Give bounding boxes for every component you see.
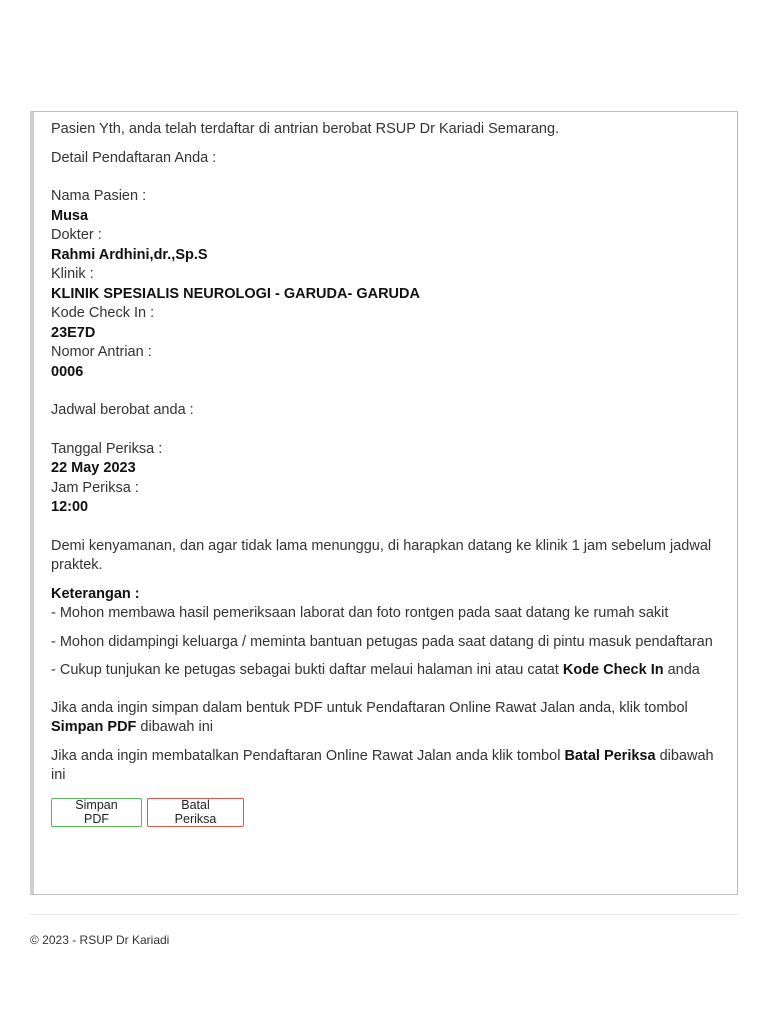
keterangan-item-3-suffix: anda [663, 662, 700, 678]
patient-name-value: Musa [51, 207, 89, 224]
patient-name-label: Nama Pasien : [51, 188, 147, 204]
pdf-info-bold: Simpan PDF [51, 719, 137, 735]
cancel-exam-button[interactable]: Batal Periksa [147, 798, 244, 827]
arrival-note: Demi kenyamanan, dan agar tidak lama menunggu, di harapkan datang ke klinik 1 jam sebelum jadwal praktek. [51, 537, 712, 573]
checkin-code-label: Kode Check In : [51, 305, 155, 321]
clinic-label: Klinik : [51, 266, 94, 282]
cancel-info-suffix: dibawah ini [51, 747, 714, 783]
exam-date-label: Tanggal Periksa : [51, 440, 163, 457]
queue-number-label: Nomor Antrian : [51, 344, 152, 360]
clinic-value: KLINIK SPESIALIS NEUROLOGI - GARUDA- GARUDA [51, 285, 420, 302]
keterangan-item-3-bold: Kode Check In [562, 662, 664, 678]
cancel-info [51, 747, 731, 786]
registration-content [51, 120, 731, 827]
pdf-info [51, 699, 731, 738]
footer-divider [30, 914, 738, 915]
keterangan-item-2: - Mohon didampingi keluarga / meminta bantuan petugas pada saat datang di pintu masuk pendaftaran [51, 633, 713, 650]
exam-date-value: 22 May 2023 [51, 460, 136, 476]
footer-copyright: © 2023 - RSUP Dr Kariadi [30, 933, 170, 947]
checkin-code-value: 23E7D [51, 324, 96, 341]
keterangan-item-3 [51, 661, 731, 681]
doctor-label: Dokter : [51, 227, 102, 243]
cancel-info-text: Jika anda ingin membatalkan Pendaftaran Online Rawat Jalan anda klik tombol [51, 747, 565, 764]
registration-card [30, 111, 738, 895]
schedule-heading: Jadwal berobat anda : [51, 402, 194, 418]
keterangan-heading: Keterangan : [51, 585, 140, 602]
doctor-value: Rahmi Ardhini,dr.,Sp.S [51, 246, 208, 263]
keterangan-item-3-text: - Cukup tunjukan ke petugas sebagai bukti daftar melaui halaman ini atau catat [51, 662, 563, 678]
keterangan-item-1: - Mohon membawa hasil pemeriksaan laborat dan foto rontgen pada saat datang ke rumah sakit [51, 605, 669, 621]
save-pdf-button[interactable]: Simpan PDF [51, 798, 142, 827]
pdf-info-suffix: dibawah ini [136, 719, 213, 735]
cancel-info-bold: Batal Periksa [564, 747, 656, 764]
queue-number-value: 0006 [51, 363, 84, 380]
exam-time-label: Jam Periksa : [51, 479, 139, 496]
action-buttons [51, 798, 731, 827]
intro-text: Pasien Yth, anda telah terdaftar di antrian berobat RSUP Dr Kariadi Semarang. [51, 121, 560, 137]
pdf-info-text: Jika anda ingin simpan dalam bentuk PDF untuk Pendaftaran Online Rawat Jalan anda, klik tombol [51, 699, 688, 716]
exam-time-value: 12:00 [51, 499, 89, 515]
detail-heading: Detail Pendaftaran Anda : [51, 149, 217, 166]
